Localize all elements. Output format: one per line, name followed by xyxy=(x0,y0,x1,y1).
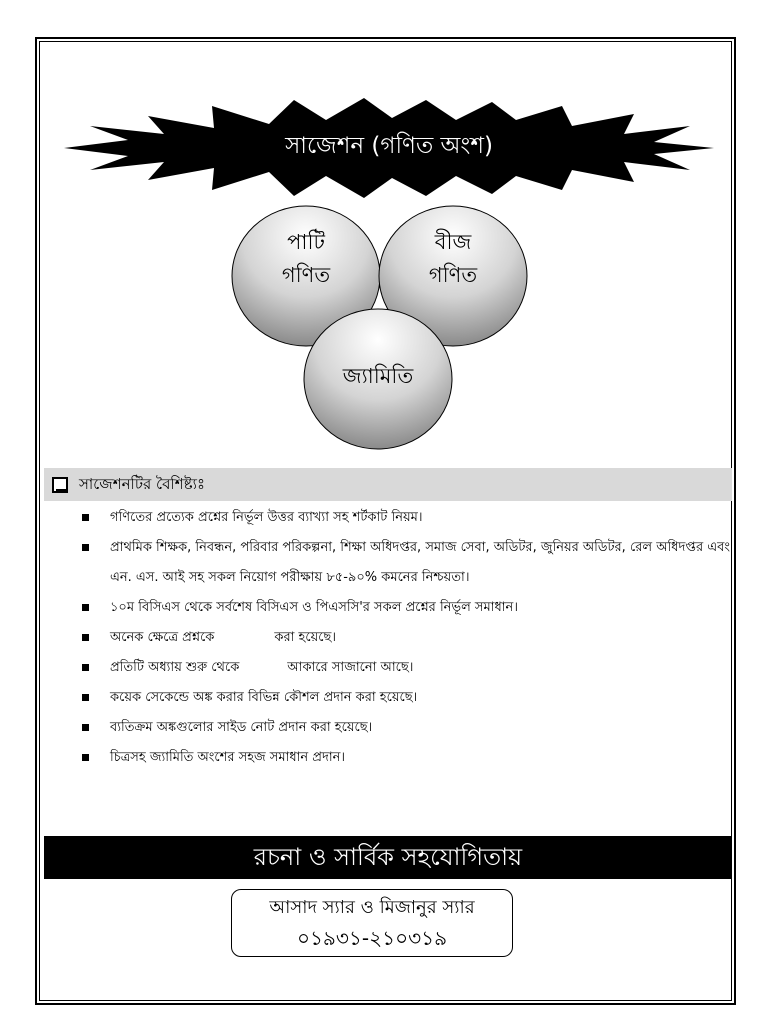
list-item-text-end: আকারে সাজানো আছে। xyxy=(287,660,414,675)
banner-title: সাজেশন (গণিত অংশ) xyxy=(285,133,493,159)
circle-algebra-label xyxy=(403,226,503,292)
list-item-text: গণিতের প্রত্যেক প্রশ্নের নির্ভূল উত্তর ব্যাখ্যা সহ শর্টকাট নিয়ম। xyxy=(110,510,423,525)
list-item-text-end: করা হয়েছে। xyxy=(274,630,337,645)
list-item xyxy=(80,683,730,713)
features-list xyxy=(80,503,730,773)
list-item xyxy=(80,623,730,653)
contact-phone: ০১৯৩১-২১০৩১৯ xyxy=(296,926,448,950)
circle-algebra-line1: বীজ xyxy=(434,230,472,254)
square-bullet-icon xyxy=(82,694,89,701)
features-section-header xyxy=(44,468,732,501)
list-item-text: চিত্রসহ জ্যামিতি অংশের সহজ সমাধান প্রদান। xyxy=(110,750,346,765)
list-item-text: ব্যতিক্রম অঙ্কগুলোর সাইড নোট প্রদান করা হয়েছে। xyxy=(110,720,373,735)
list-item-text: প্রাথমিক শিক্ষক, নিবন্ধন, পরিবার পরিকল্পনা, শিক্ষা অধিদপ্তর, সমাজ সেবা, অডিটর, জুনিয়র অডিটর, রেল অধিদপ্তর এবং এন. এস. আই সহ সকল নিয়োগ পরীক্ষায় ৮৫-৯০% কমনের নিশ্চয়তা। xyxy=(110,540,730,585)
list-item-text: অনেক ক্ষেত্রে প্রশ্নকে xyxy=(110,630,215,645)
list-item xyxy=(80,713,730,743)
list-item xyxy=(80,593,730,623)
title-banner xyxy=(64,98,714,198)
list-item xyxy=(80,503,730,533)
circle-arithmetic-line2: গণিত xyxy=(281,263,331,287)
list-item-text: কয়েক সেকেন্ডে অঙ্ক করার বিভিন্ন কৌশল প্রদান করা হয়েছে। xyxy=(110,690,418,705)
list-item xyxy=(80,653,730,683)
circle-algebra-line2: গণিত xyxy=(428,263,478,287)
cooperation-heading: রচনা ও সার্বিক সহযোগিতায় xyxy=(44,836,732,879)
circle-arithmetic-label xyxy=(256,226,356,292)
circle-arithmetic-line1: পাটি xyxy=(287,230,325,254)
list-item xyxy=(80,533,730,593)
list-item-text: ১০ম বিসিএস থেকে সর্বশেষ বিসিএস ও পিএসসি'র সকল প্রশ্নের নির্ভূল সমাধান। xyxy=(110,600,518,615)
list-item-text: প্রতিটি অধ্যায় শুরু থেকে xyxy=(110,660,240,675)
square-bullet-icon xyxy=(82,664,89,671)
square-bullet-icon xyxy=(82,604,89,611)
square-bullet-icon xyxy=(82,754,89,761)
topics-venn-diagram xyxy=(225,190,535,460)
square-bullet-icon xyxy=(82,514,89,521)
features-title: সাজেশনটির বৈশিষ্ট্যঃ xyxy=(79,475,205,493)
square-bullet-icon xyxy=(82,724,89,731)
circle-geometry-label: জ্যামিতি xyxy=(342,364,414,388)
list-item xyxy=(80,743,730,773)
square-bullet-icon xyxy=(82,544,89,551)
checkbox-icon xyxy=(52,477,68,493)
contact-box xyxy=(231,889,513,957)
square-bullet-icon xyxy=(82,634,89,641)
contact-names: আসাদ স্যার ও মিজানুর স্যার xyxy=(269,897,475,918)
